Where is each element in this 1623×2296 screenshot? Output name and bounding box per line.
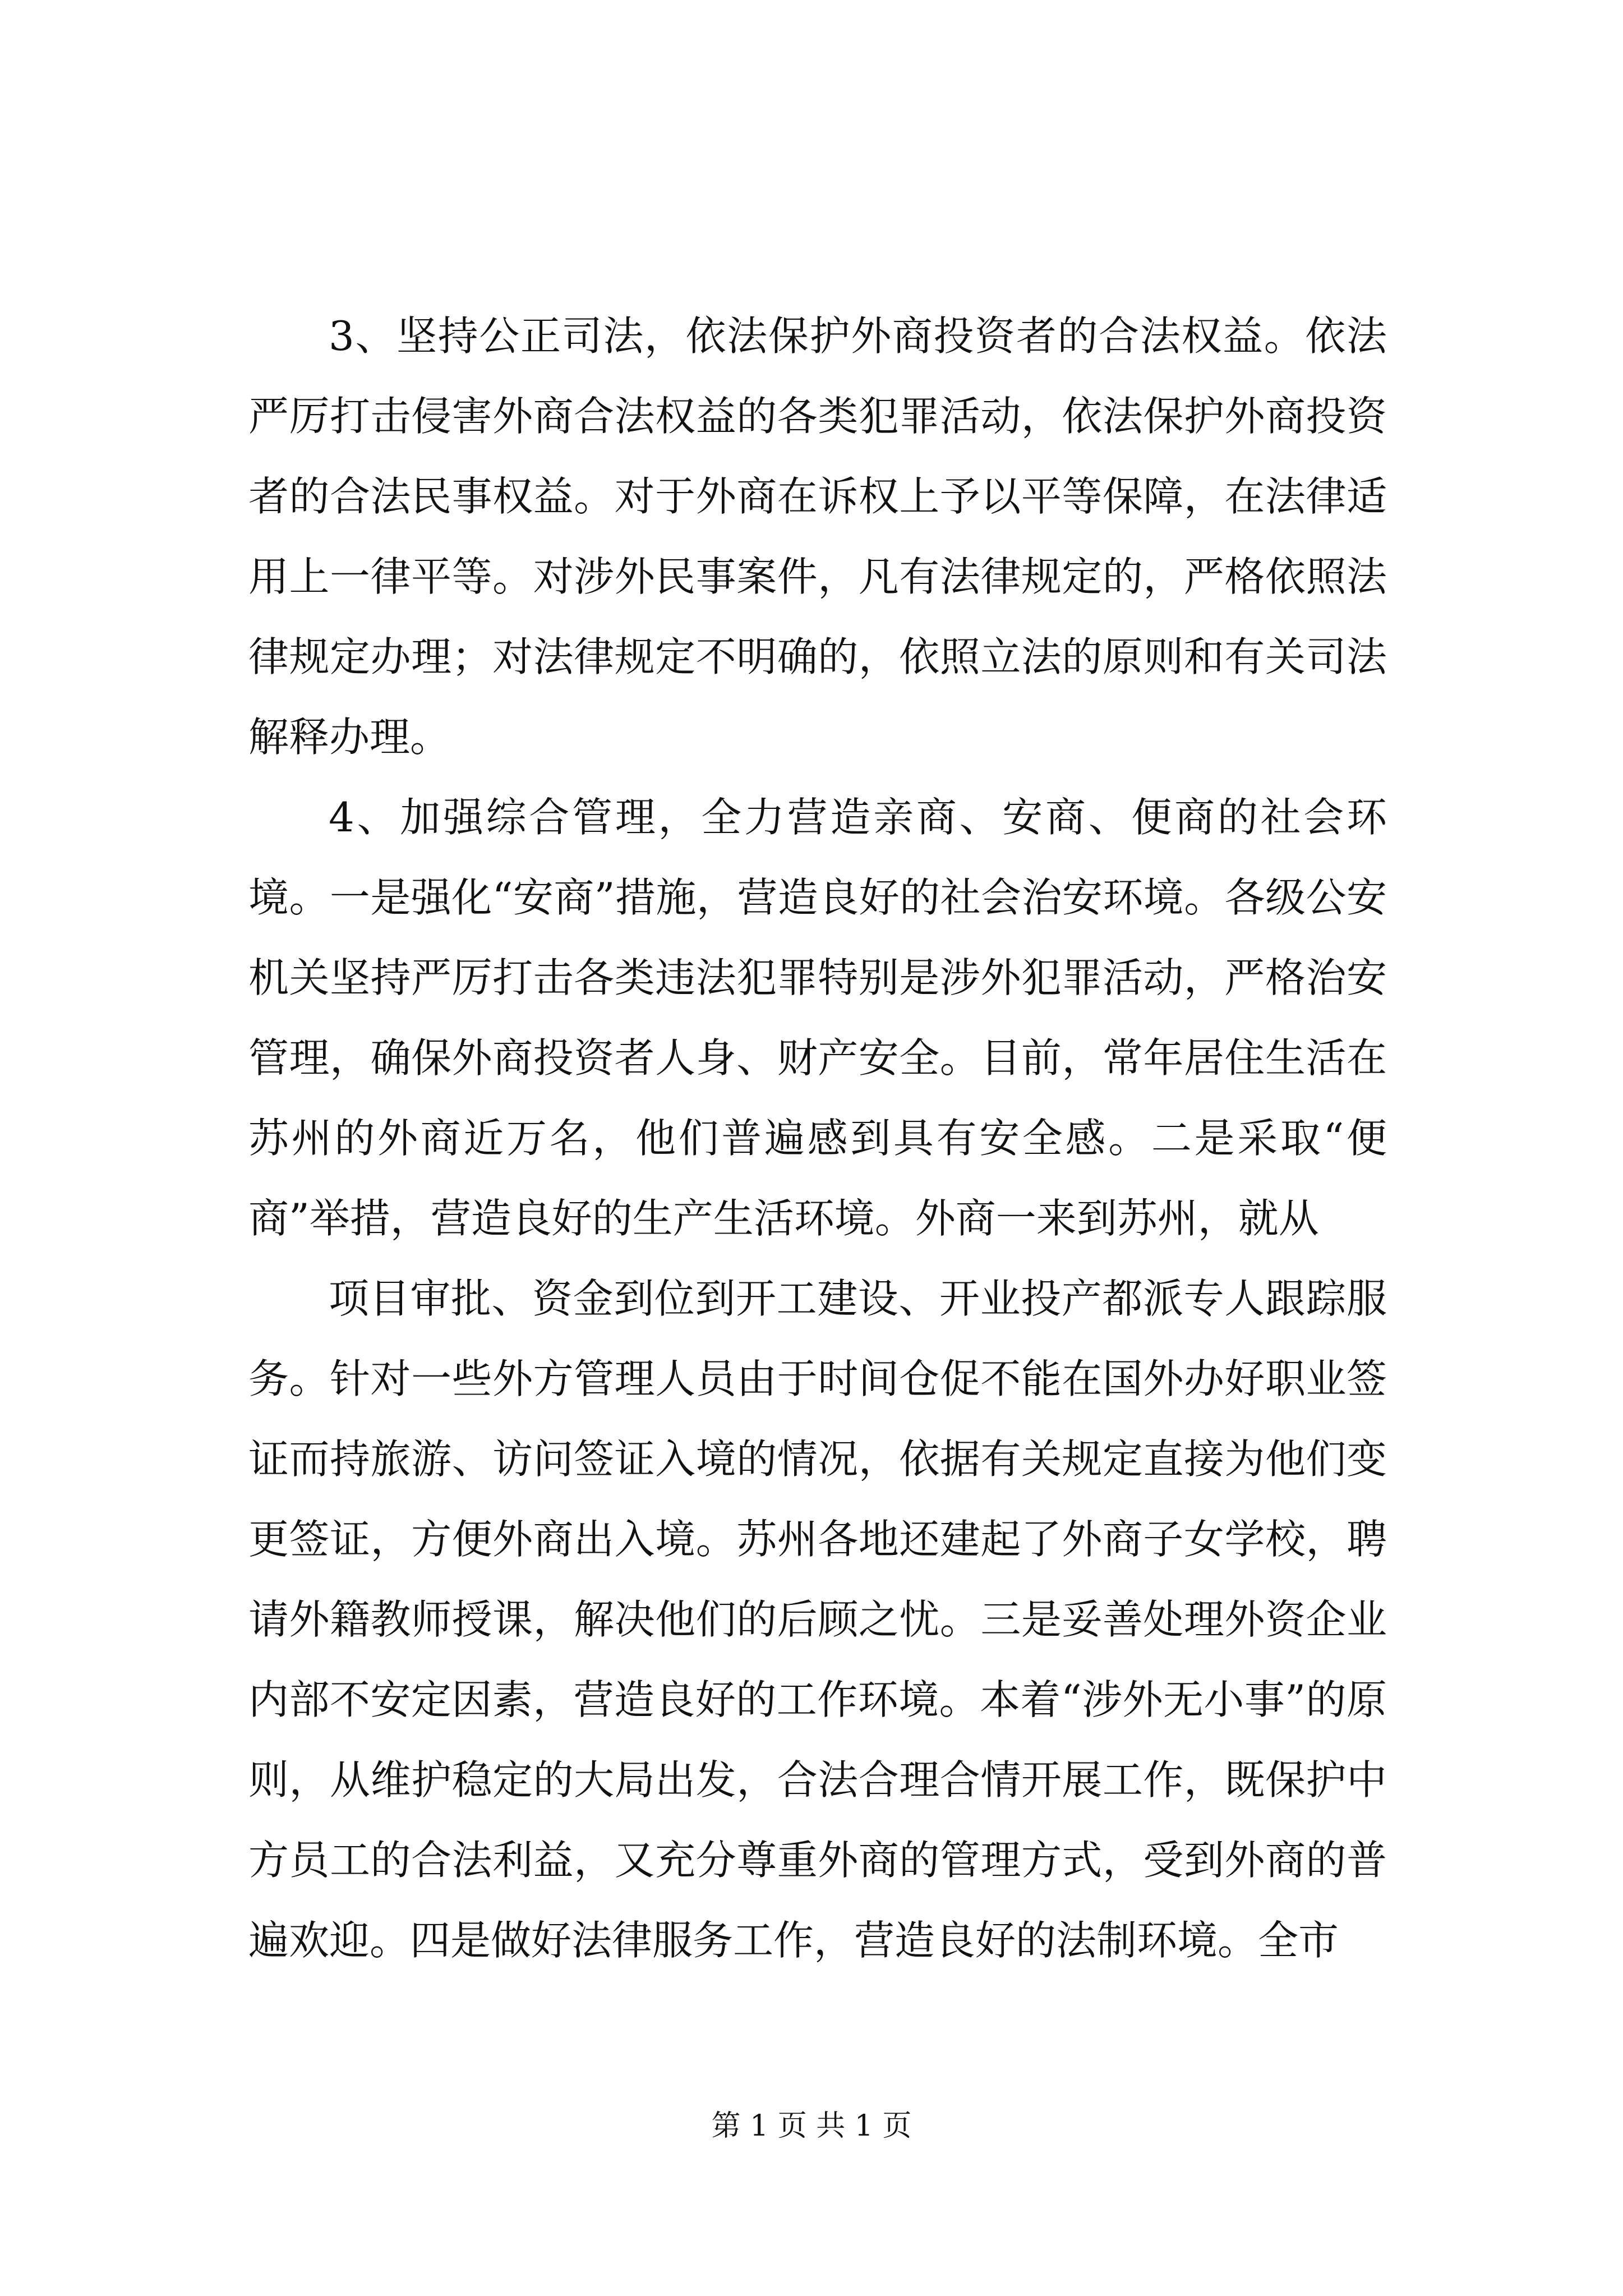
paragraph-2: 4、加强综合管理，全力营造亲商、安商、便商的社会环境。一是强化“安商”措施，营造良好的社会治安环境。各级公安机关坚持严厉打击各类违法犯罪特别是涉外犯罪活动，严格治安管理，确保外商投资者人身、财产安全。目前，常年居住生活在苏州的外商近万名，他们普遍感到具有安全感。二是采取“便商”举措，营造良好的生产生活环境。外商一来到苏州，就从 xyxy=(248,794,1387,1242)
paragraph-3: 项目审批、资金到位到开工建设、开业投产都派专人跟踪服务。针对一些外方管理人员由于时间仓促不能在国外办好职业签证而持旅游、访问签证入境的情况，依据有关规定直接为他们变更签证，方便外商出入境。苏州各地还建起了外商子女学校，聘请外籍教师授课，解决他们的后顾之忧。三是妥善处理外资企业内部不安定因素，营造良好的工作环境。本着“涉外无小事”的原则，从维护稳定的大局出发，合法合理合情开展工作，既保护中方员工的合法利益，又充分尊重外商的管理方式，受到外商的普遍欢迎。四是做好法律服务工作，营造良好的法制环境。全市 xyxy=(248,1275,1387,1964)
document-body xyxy=(248,296,1387,1981)
page-footer: 第 1 页 共 1 页 xyxy=(711,2109,912,2143)
paragraph-1: 3、坚持公正司法，依法保护外商投资者的合法权益。依法严厉打击侵害外商合法权益的各类犯罪活动，依法保护外商投资者的合法民事权益。对于外商在诉权上予以平等保障，在法律适用上一律平等。对涉外民事案件，凡有法律规定的，严格依照法律规定办理；对法律规定不明确的，依照立法的原则和有关司法解释办理。 xyxy=(248,312,1387,761)
